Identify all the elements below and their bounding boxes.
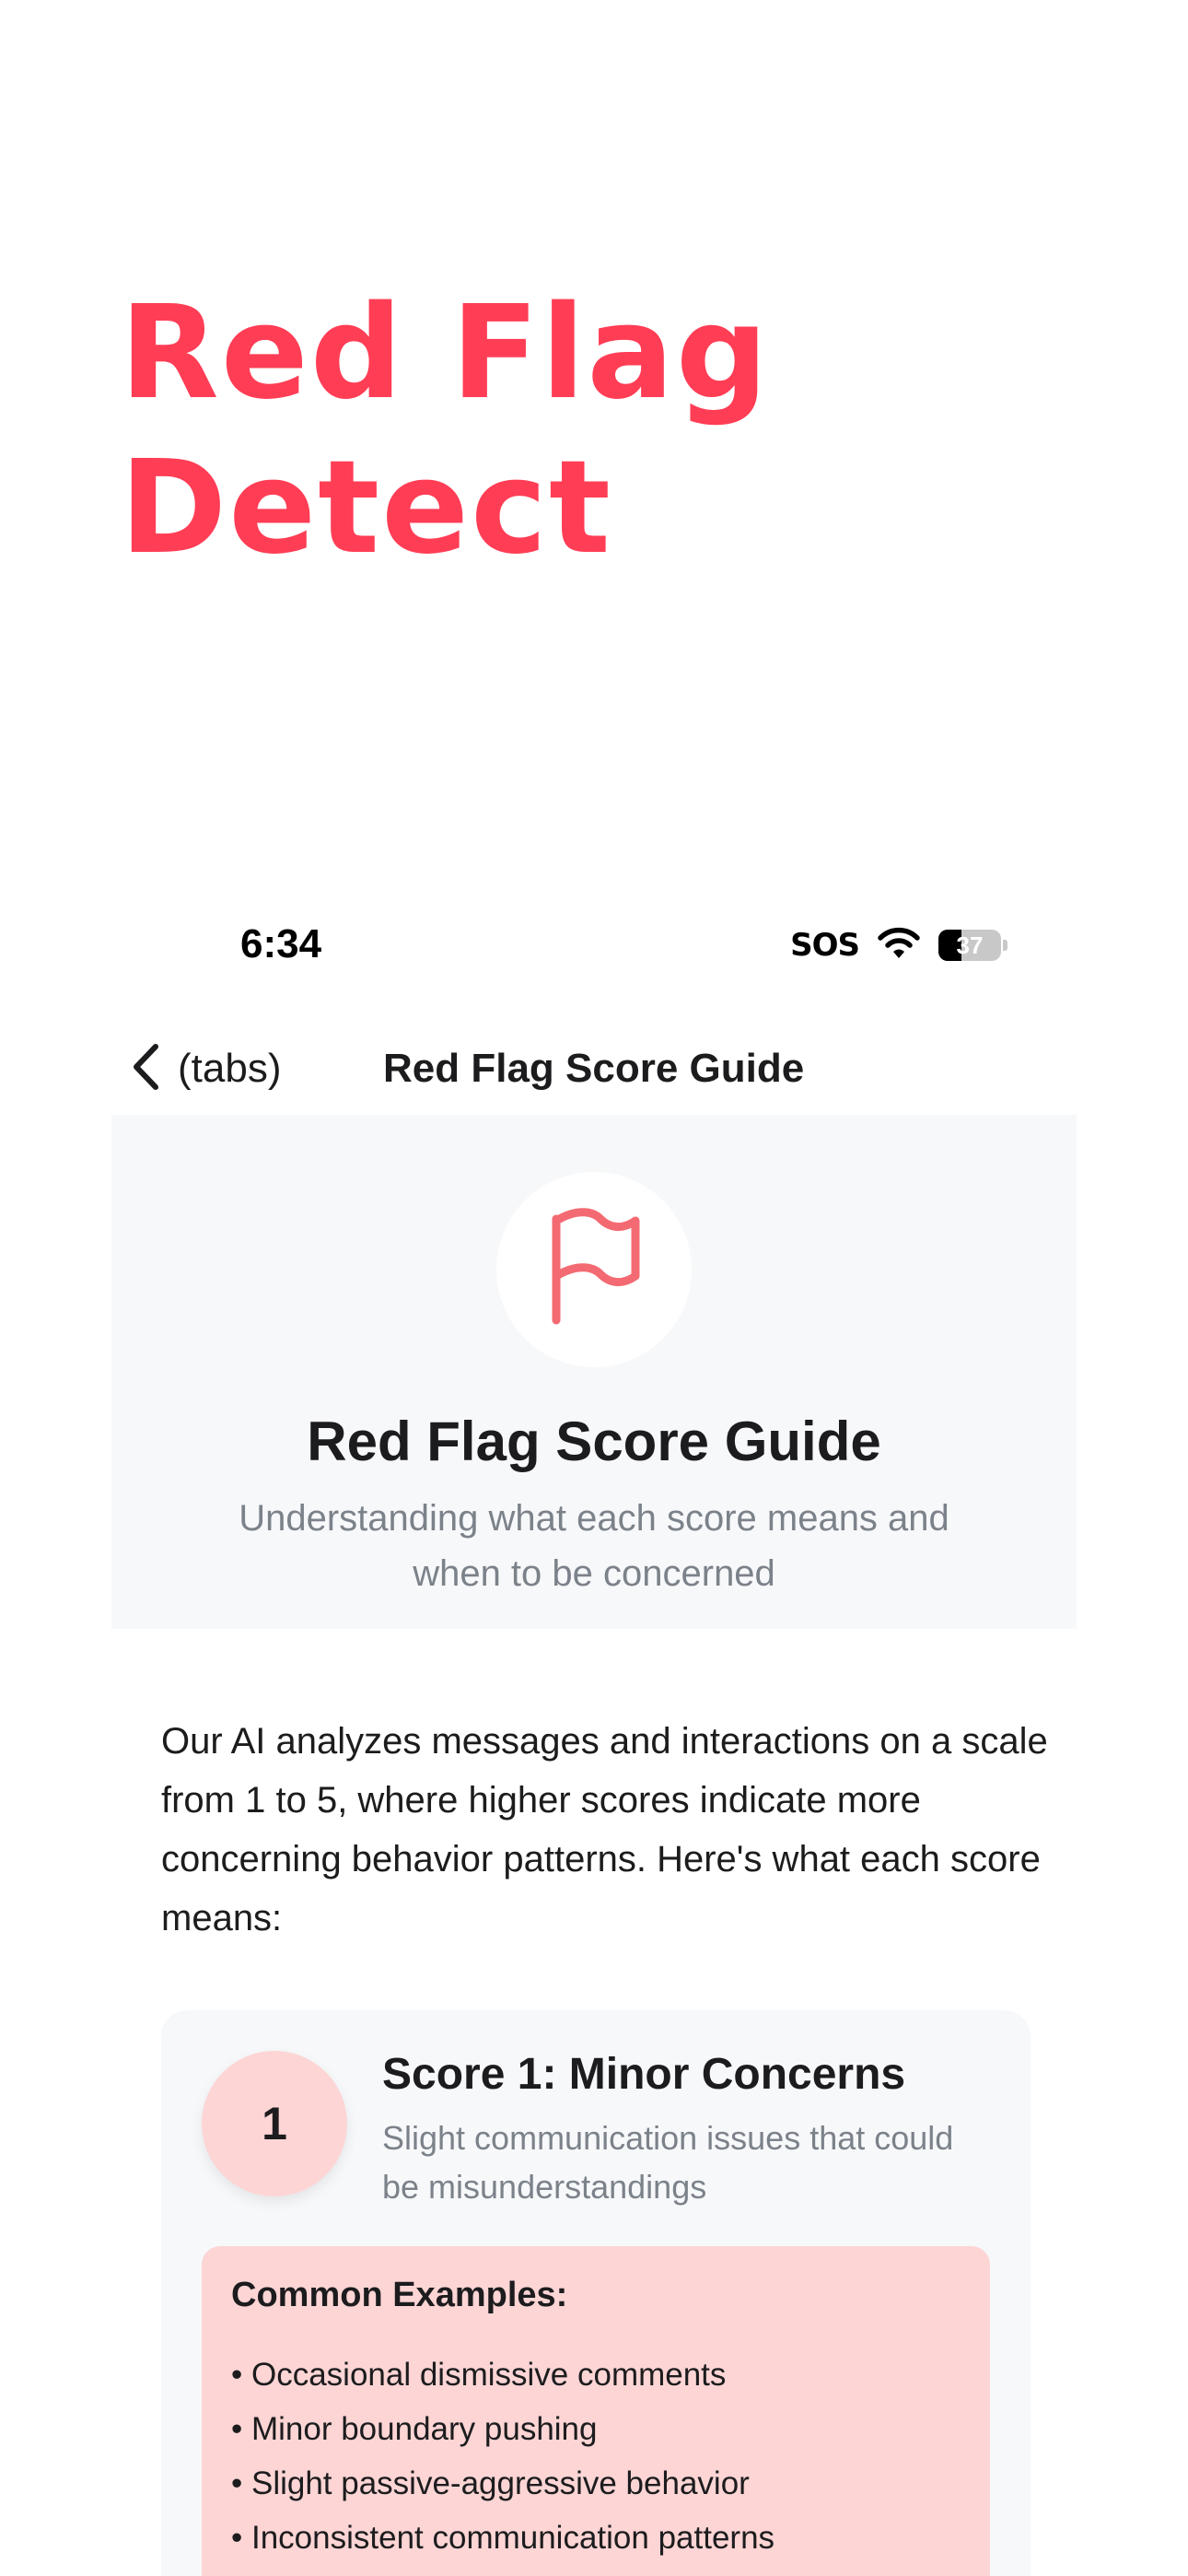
examples-heading: Common Examples:	[231, 2276, 568, 2314]
score-description: Slight communication issues that could be misunderstandings	[382, 2119, 954, 2206]
battery-cap	[1003, 940, 1007, 951]
battery-icon	[938, 930, 1001, 961]
headline-line-1: Red Flag	[120, 278, 771, 428]
list-item: • Slight passive-aggressive behavior	[231, 2465, 750, 2501]
guide-title: Red Flag Score Guide	[307, 1411, 881, 1472]
wifi-icon	[878, 927, 920, 965]
marketing-headline	[120, 276, 770, 586]
phone-screen	[111, 884, 1077, 2576]
list-item: • Inconsistent communication patterns	[231, 2520, 775, 2556]
flag-icon-circle	[496, 1172, 692, 1367]
navigation-bar	[111, 1023, 1077, 1115]
list-item: • Occasional dismissive comments	[231, 2357, 727, 2393]
guide-header	[111, 1115, 1077, 1629]
examples-box	[202, 2246, 990, 2576]
score-card	[161, 2010, 1031, 2576]
examples-list	[231, 2348, 775, 2565]
status-indicators	[790, 925, 1007, 966]
chevron-left-icon	[130, 1042, 161, 1096]
back-button[interactable]	[130, 1023, 281, 1115]
list-item: • Minor boundary pushing	[231, 2411, 598, 2447]
flag-icon	[543, 1208, 645, 1332]
status-bar	[111, 884, 1077, 1004]
battery-percent: 37	[956, 931, 984, 959]
sos-indicator: SOS	[790, 927, 859, 964]
intro-paragraph: Our AI analyzes messages and interactions on a scale from 1 to 5, where higher scores indicate more concerning behavior patterns. Here's what each score means:	[161, 1721, 1048, 1938]
status-time: 6:34	[240, 921, 322, 966]
headline-line-2: Detect	[120, 433, 612, 583]
nav-title: Red Flag Score Guide	[383, 1046, 805, 1091]
back-label: (tabs)	[178, 1046, 282, 1091]
score-badge: 1	[202, 2051, 347, 2196]
guide-subtitle: Understanding what each score means and when to be concerned	[239, 1498, 949, 1594]
score-title: Score 1: Minor Concerns	[382, 2050, 906, 2099]
